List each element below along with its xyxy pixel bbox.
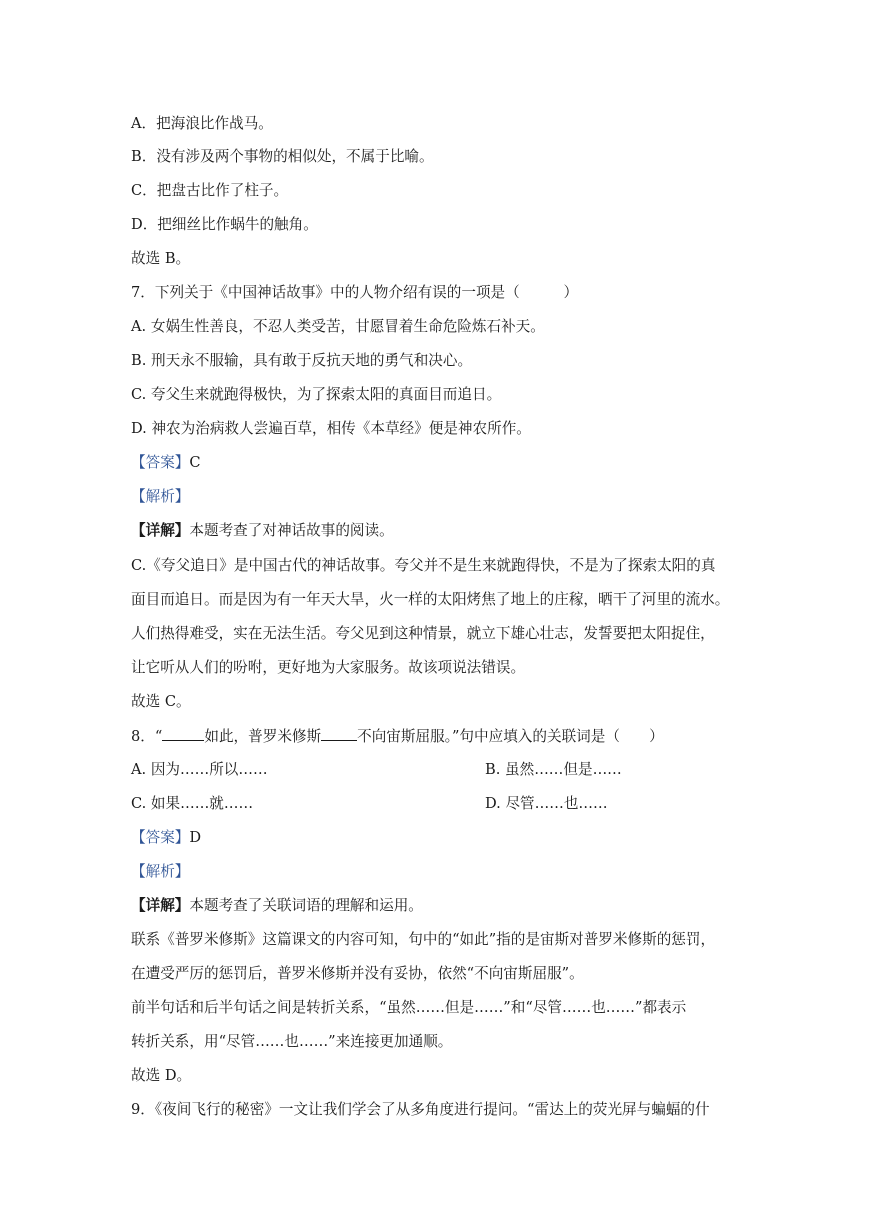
q7-option-b: B. 刑天永不服输，具有敢于反抗天地的勇气和决心。 (131, 352, 473, 369)
answer-value: C (189, 454, 201, 471)
q6-option-c: C．把盘古比作了柱子。 (131, 182, 289, 199)
q6-option-b: B．没有涉及两个事物的相似处，不属于比喻。 (131, 148, 434, 165)
q8-options-row-1 (131, 760, 731, 780)
q8-choose: 故选 D。 (131, 1067, 192, 1084)
q8-analysis-tag: 【解析】 (131, 863, 190, 880)
q8-detail (131, 896, 423, 916)
q8-option-a: A. 因为……所以…… (131, 761, 268, 778)
detail-text: 本题考查了关联词语的理解和运用。 (189, 897, 423, 914)
q8-option-b: B. 虽然……但是…… (485, 761, 622, 778)
q8-options-row-2 (131, 794, 731, 814)
q8-question-end: 不向宙斯屈服。”句中应填入的关联词是（ ） (357, 728, 664, 745)
q7-question: 7．下列关于《中国神话故事》中的人物介绍有误的一项是（ ） (131, 284, 579, 301)
q8-paragraph-2: 在遭受严厉的惩罚后，普罗米修斯并没有妥协，依然“不向宙斯屈服”。 (131, 965, 584, 982)
q7-detail (131, 521, 394, 541)
q9-question-start: 9．《夜间飞行的秘密》一文让我们学会了从多角度进行提问。“雷达上的荧光屏与蝙蝠的什 (131, 1101, 710, 1118)
q7-option-a: A. 女娲生性善良，不忍人类受苦，甘愿冒着生命危险炼石补天。 (131, 318, 545, 335)
q7-choose: 故选 C。 (131, 693, 191, 710)
q8-paragraph-4: 转折关系，用“尽管……也……”来连接更加通顺。 (131, 1033, 453, 1050)
q8-question (131, 726, 664, 747)
q8-option-d: D. 尽管……也…… (485, 795, 608, 812)
q6-choose: 故选 B。 (131, 250, 191, 267)
q8-question-start: 8．“ (131, 728, 163, 745)
fill-blank-2 (321, 726, 357, 741)
q8-paragraph-1: 联系《普罗米修斯》这篇课文的内容可知，句中的“如此”指的是宙斯对普罗米修斯的惩罚， (131, 931, 716, 948)
fill-blank-1 (162, 726, 204, 741)
q7-option-c: C. 夸父生来就跑得极快，为了探索太阳的真面目而追日。 (131, 386, 502, 403)
q6-option-a: A．把海浪比作战马。 (131, 115, 273, 132)
q7-option-d: D. 神农为治病救人尝遍百草，相传《本草经》便是神农所作。 (131, 420, 531, 437)
detail-text: 本题考查了对神话故事的阅读。 (189, 522, 394, 539)
q8-question-mid: 如此，普罗米修斯 (204, 728, 322, 745)
q8-paragraph-3: 前半句话和后半句话之间是转折关系，“虽然……但是……”和“尽管……也……”都表示 (131, 999, 687, 1016)
answer-value: D (189, 829, 202, 846)
q7-answer (131, 453, 201, 473)
detail-tag: 【详解】 (131, 522, 190, 539)
q7-paragraph-2: 面目而追日。而是因为有一年天大旱，火一样的太阳烤焦了地上的庄稼，晒干了河里的流水。 (131, 591, 730, 608)
q7-paragraph-1: C.《夸父追日》是中国古代的神话故事。夸父并不是生来就跑得快，不是为了探索太阳的真 (131, 557, 716, 574)
q8-answer (131, 828, 201, 848)
answer-tag: 【答案】 (131, 829, 190, 846)
answer-tag: 【答案】 (131, 454, 190, 471)
q7-paragraph-4: 让它听从人们的吩咐，更好地为大家服务。故该项说法错误。 (131, 659, 526, 676)
detail-tag: 【详解】 (131, 897, 190, 914)
q6-option-d: D．把细丝比作蜗牛的触角。 (131, 216, 318, 233)
q7-analysis-tag: 【解析】 (131, 488, 190, 505)
q7-paragraph-3: 人们热得难受，实在无法生活。夸父见到这种情景，就立下雄心壮志，发誓要把太阳捉住， (131, 625, 715, 642)
q8-option-c: C. 如果……就…… (131, 795, 254, 812)
